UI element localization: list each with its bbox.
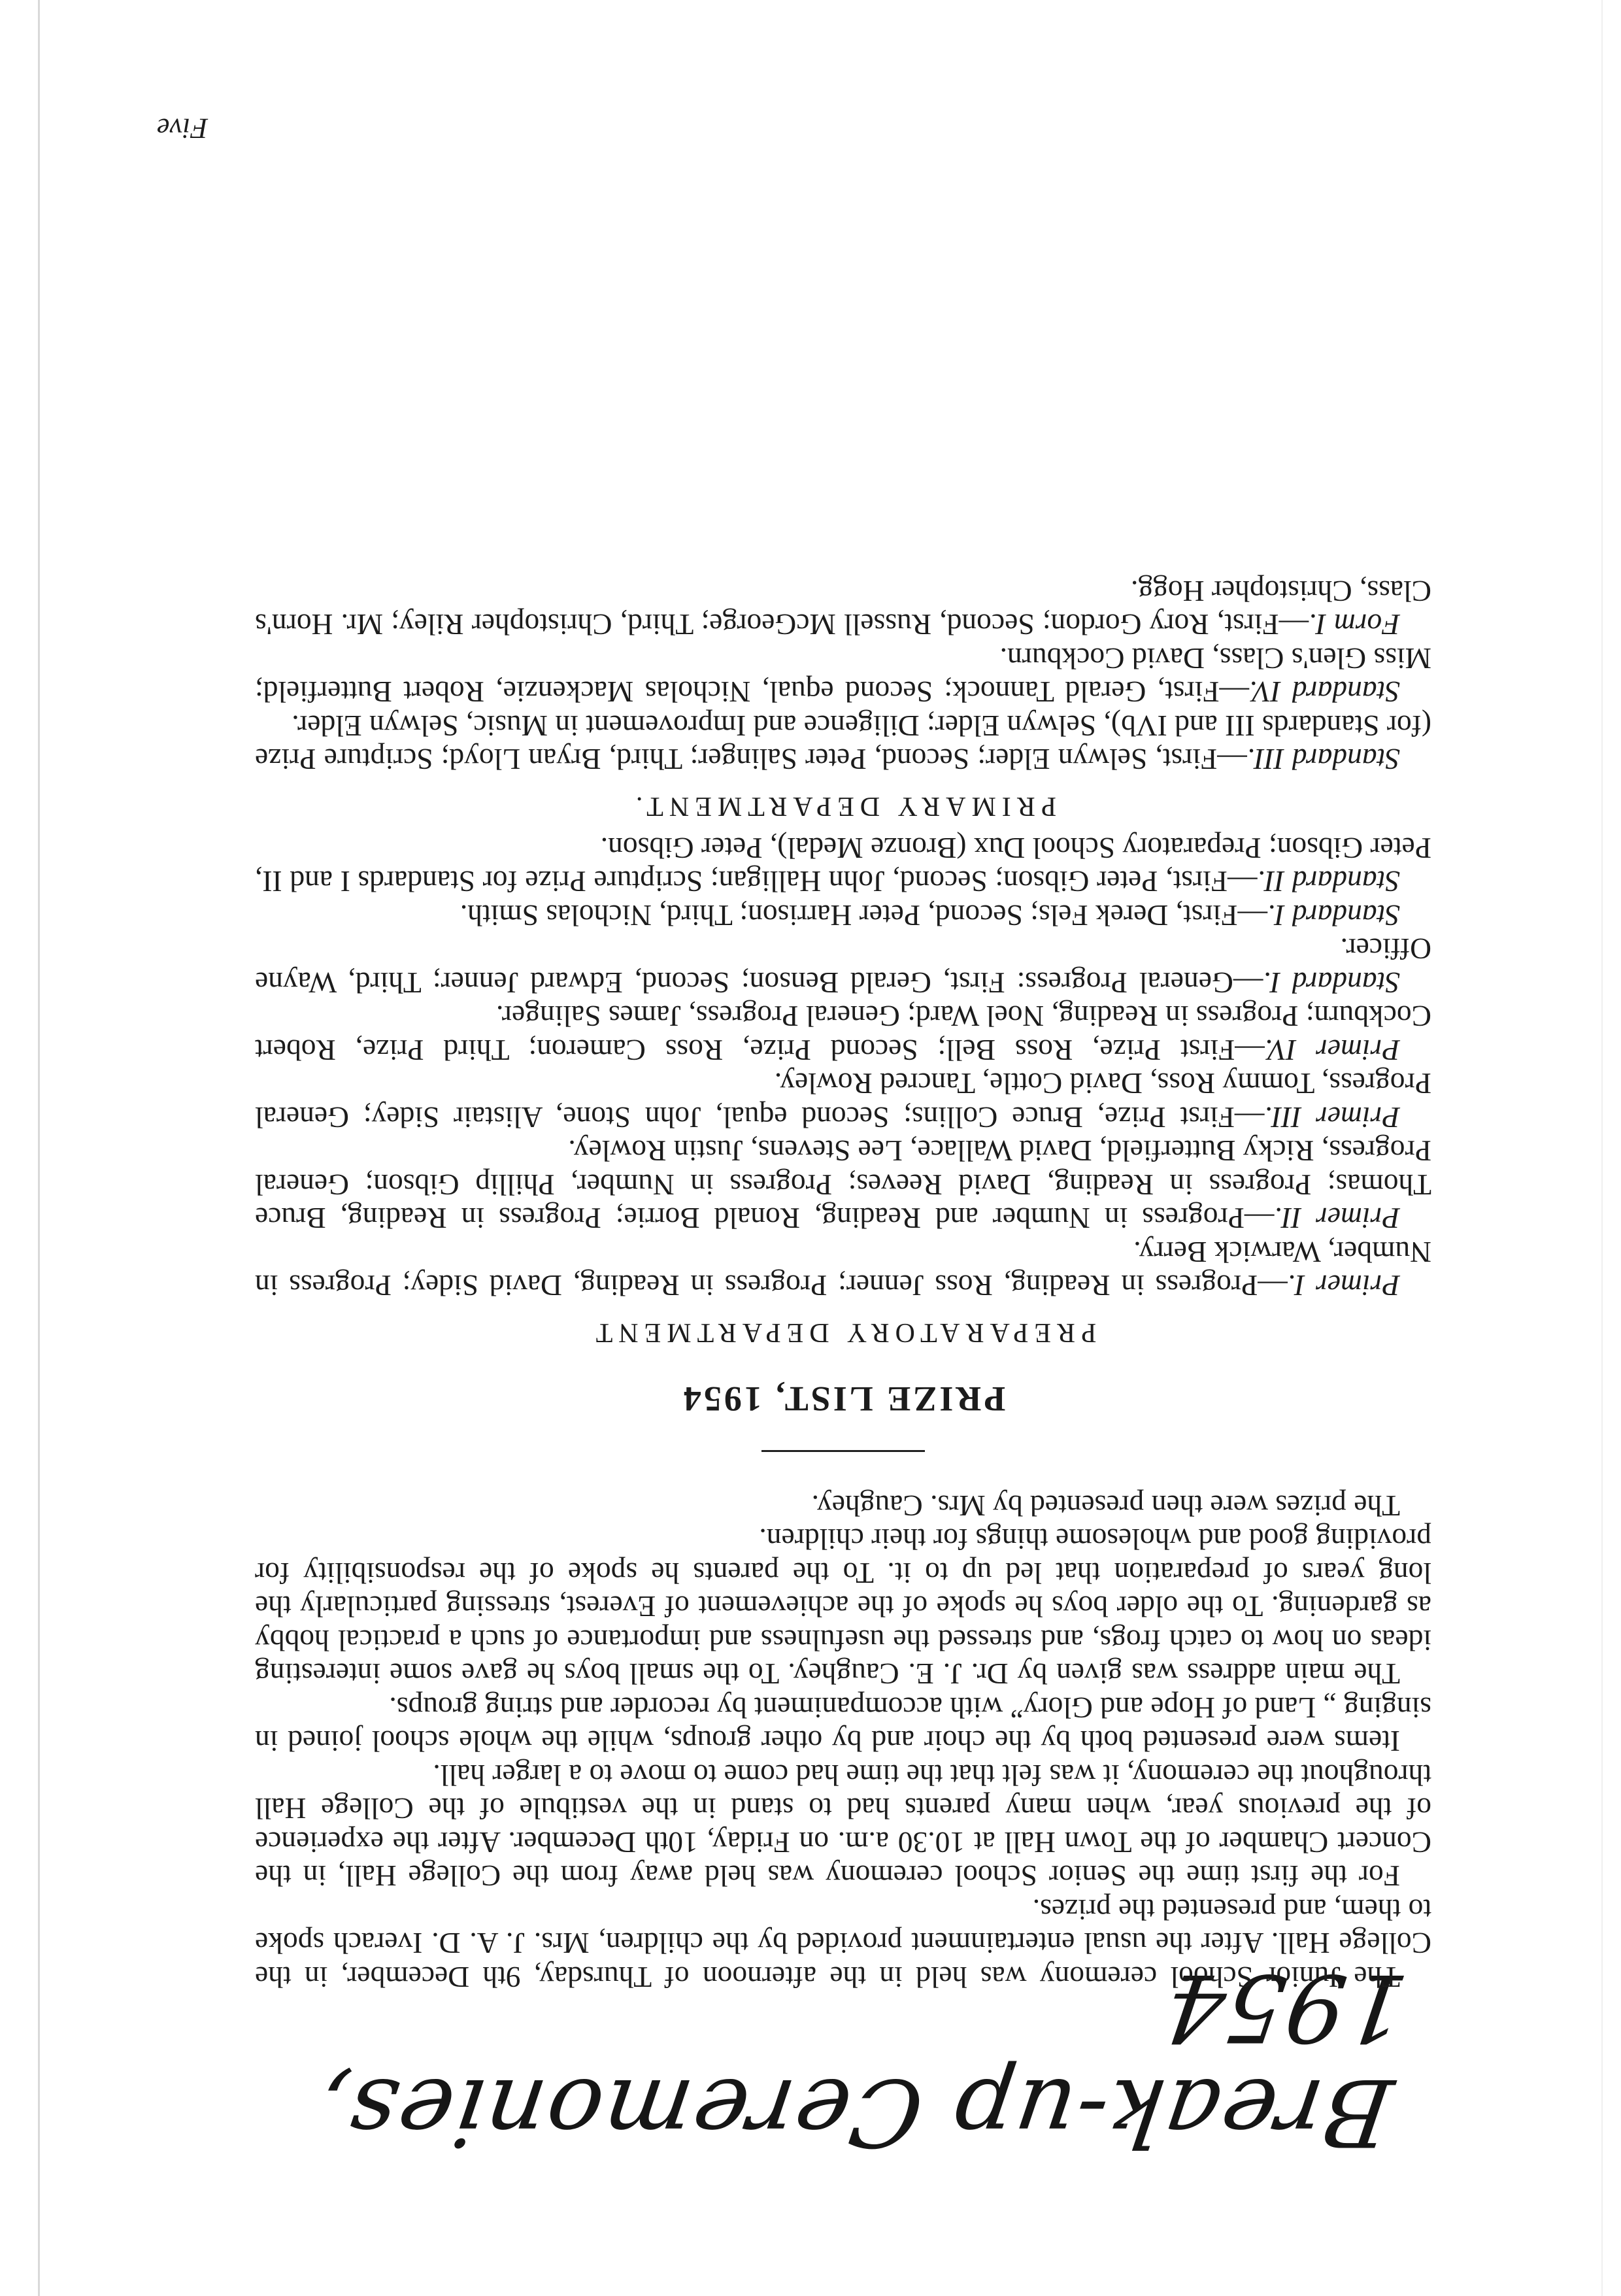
entry-label: Primer II. — [1274, 1202, 1400, 1236]
entry-text: —First, Selwyn Elder; Second, Peter Salinger; Third, Bryan Lloyd; Scripture Prize (for Standards III and IVb), Selwyn Elder; Diligence and Improvement in Music, Selwyn Elder. — [255, 709, 1431, 777]
section-divider — [761, 1451, 925, 1453]
paragraph: Items were presented both by the choir and by other groups, while the whole school joined in singing „ Land of Hope and Glory” with accompaniment by recorder and string groups. — [255, 1691, 1431, 1759]
entry-text: —First, Derek Fels; Second, Peter Harrison; Third, Nicholas Smith. — [460, 899, 1267, 932]
entry-text: —First, Rory Gordon; Second, Russell McGeorge; Third, Christopher Riley; Mr. Horn's Class, Christopher Hogg. — [255, 575, 1431, 642]
entry-text: —General Progress: First, Gerald Benson; Second, Edward Jenner; Third, Wayne Officer. — [255, 932, 1431, 1000]
entry-text: —First Prize, Ross Bell; Second Prize, Ross Cameron; Third Prize, Robert Cockburn; Progress in Reading, Noel Ward; General Progress, James Salinger. — [254, 1000, 1431, 1067]
entry-label: Form I. — [1309, 608, 1400, 642]
paragraph: The main address was given by Dr. J. E. Caughey. To the small boys he gave some interesting ideas on how to catch frogs, and stressed the usefulness and importance of such a practical hobby as gardening. To the older boys he spoke of the achievement of Everest, stressing particularly the long years of preparation that led up to it. To the parents he spoke of the responsibility for providing good and wholesome things for their children. — [255, 1523, 1431, 1691]
entry-text: —First Prize, Bruce Collins; Second equal, John Stone, Alistair Sidey; General Progress, Tommy Ross, David Cottle, Tancred Rowley. — [255, 1067, 1431, 1134]
prize-entry — [255, 1067, 1431, 1134]
page-heading: Break-up Ceremonies, 1954 — [309, 1953, 1414, 2166]
prize-entry — [255, 1236, 1431, 1303]
prize-entry — [255, 832, 1431, 899]
entry-label: Standard II. — [1257, 865, 1400, 899]
entry-label: Standard I. — [1267, 899, 1400, 932]
prize-entry — [255, 642, 1431, 709]
prize-entry — [255, 899, 1431, 933]
entry-text: —Progress in Reading, Ross Jenner; Progress in Reading, David Sidey; Progress in Number, Warwick Berry. — [255, 1236, 1431, 1303]
entry-text: —First, Peter Gibson; Second, John Halligan; Scripture Prize for Standards I and II, Peter Gibson; Preparatory School Dux (Bronze Medal), Peter Gibson. — [255, 832, 1431, 899]
paragraph: For the first time the Senior School ceremony was held away from the College Hall, in the Concert Chamber of the Town Hall at 10.30 a.m. on Friday, 10th December. After the experience of the previous year, when many parents had to stand in the vestibule of the College Hall throughout the ceremony, it was felt that the time had come to move to a larger hall. — [255, 1759, 1431, 1893]
paragraph: The Junior School ceremony was held in the afternoon of Thursday, 9th December, in the College Hall. After the usual entertainment provided by the children, Mrs. J. A. D. Iverach spoke to them, and presented the prizes. — [255, 1893, 1431, 1994]
entry-text: —First, Gerald Tannock; Second equal, Nicholas Mackenzie, Robert Butterfield; Miss Glen's Class, David Cockburn. — [255, 642, 1431, 709]
paragraph: The prizes were then presented by Mrs. Caughey. — [811, 1489, 1400, 1523]
scan-edge-shadow — [38, 0, 40, 2296]
entry-label: Standard III. — [1246, 743, 1400, 777]
prize-list-title: PRIZE LIST, 1954 — [680, 1379, 1006, 1419]
entry-text: —Progress in Number and Reading, Ronald Borrie; Progress in Reading, Bruce Thomas; Progress in Reading, David Reeves; Progress in Number, Phillip Gibson; General Progress, Ricky Butterfield, David Wallace, Lee Stevens, Justin Rowley. — [255, 1134, 1431, 1236]
body-text — [255, 575, 1431, 1995]
scan-edge-shadow-right — [1601, 0, 1603, 2296]
prize-entry — [255, 1000, 1431, 1067]
entry-label: Standard I. — [1263, 966, 1400, 1000]
entry-label: Primer III. — [1264, 1101, 1400, 1134]
prize-entry — [255, 575, 1431, 642]
department-heading: PRIMARY DEPARTMENT. — [629, 791, 1057, 822]
entry-label: Primer IV. — [1264, 1034, 1400, 1067]
prize-entry — [255, 1134, 1431, 1236]
department-heading: PREPARATORY DEPARTMENT — [590, 1317, 1097, 1348]
entry-label: Standard IV. — [1249, 675, 1400, 709]
page-number: Five — [157, 112, 209, 144]
entry-label: Primer I. — [1287, 1269, 1400, 1303]
prize-entry — [255, 709, 1431, 777]
prize-entry — [255, 932, 1431, 1000]
printed-page — [157, 111, 1464, 2190]
